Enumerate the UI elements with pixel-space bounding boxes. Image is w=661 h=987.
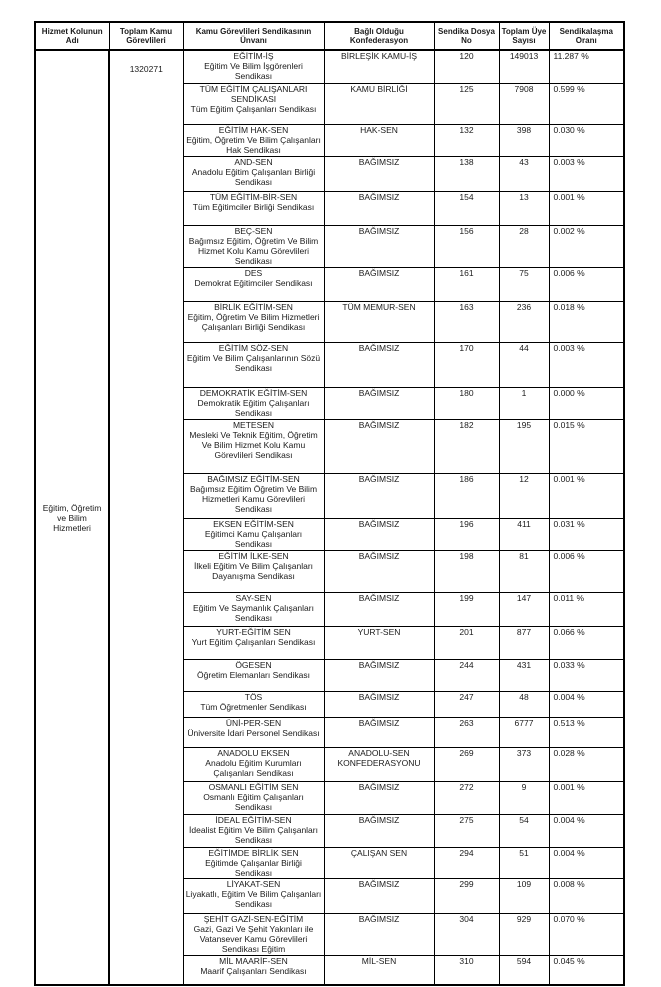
file-no-cell: 138 [434, 156, 499, 191]
confederation-cell: KAMU BİRLİĞİ [324, 83, 434, 124]
union-name-cell [183, 191, 324, 225]
header-confederation: Bağlı Olduğu Konfederasyon [324, 22, 434, 50]
union-short-name: AND-SEN [234, 156, 273, 167]
total-officials-cell: 1320271 [109, 50, 183, 985]
union-full-name: Eğitim, Öğretim Ve Bilim Çalışanları Hak Sendikası [186, 134, 321, 155]
member-count-cell: 398 [499, 124, 549, 156]
rate-cell: 0.066 % [549, 626, 624, 659]
confederation-cell: BİRLEŞİK KAMU-İŞ [324, 50, 434, 83]
confederation-cell: ANADOLU-SEN KONFEDERASYONU [324, 747, 434, 781]
rate-cell: 0.018 % [549, 301, 624, 342]
union-full-name: Eğitim Ve Saymanlık Çalışanları Sendikası [193, 602, 314, 623]
member-count-cell: 48 [499, 691, 549, 717]
rate-cell: 0.001 % [549, 781, 624, 814]
header-row [35, 22, 624, 50]
union-full-name: Osmanlı Eğitim Çalışanları Sendikası [203, 791, 304, 812]
union-short-name: LİYAKAT-SEN [226, 878, 281, 889]
header-file-no: Sendika Dosya No [434, 22, 499, 50]
union-name-cell [183, 659, 324, 691]
union-name-cell [183, 342, 324, 387]
union-name-cell [183, 955, 324, 985]
union-name-cell [183, 847, 324, 878]
rate-cell: 0.599 % [549, 83, 624, 124]
union-short-name: ŞEHİT GAZİ-SEN-EĞİTİM [203, 913, 304, 924]
union-short-name: TÜM EĞİTİM ÇALIŞANLARI SENDİKASI [199, 83, 308, 104]
union-name-cell [183, 550, 324, 592]
rate-cell: 0.004 % [549, 847, 624, 878]
header-member-count: Toplam Üye Sayısı [499, 22, 549, 50]
union-short-name: EĞİTİM İLKE-SEN [218, 550, 289, 561]
union-full-name: Anadolu Eğitim Kurumları Çalışanları Sendikası [205, 757, 302, 778]
confederation-cell: BAĞIMSIZ [324, 419, 434, 473]
confederation-cell: BAĞIMSIZ [324, 387, 434, 419]
file-no-cell: 304 [434, 913, 499, 955]
confederation-cell: BAĞIMSIZ [324, 225, 434, 267]
union-full-name: Öğretim Elemanları Sendikası [197, 669, 310, 680]
file-no-cell: 269 [434, 747, 499, 781]
confederation-cell: BAĞIMSIZ [324, 191, 434, 225]
union-name-cell [183, 747, 324, 781]
member-count-cell: 411 [499, 518, 549, 550]
rate-cell: 11.287 % [549, 50, 624, 83]
union-full-name: Gazi, Gazi Ve Şehit Yakınları ile Vatansever Kamu Görevlileri Sendikası Eğitim [193, 923, 314, 954]
rate-cell: 0.004 % [549, 814, 624, 847]
file-no-cell: 201 [434, 626, 499, 659]
union-name-cell [183, 50, 324, 83]
member-count-cell: 195 [499, 419, 549, 473]
union-short-name: ANADOLU EKSEN [217, 747, 290, 758]
union-full-name: Maarif Çalışanları Sendikası [200, 965, 307, 976]
rate-cell: 0.513 % [549, 717, 624, 747]
union-name-cell [183, 124, 324, 156]
union-name-cell [183, 518, 324, 550]
member-count-cell: 28 [499, 225, 549, 267]
confederation-cell: BAĞIMSIZ [324, 717, 434, 747]
union-full-name: Tüm Eğitimciler Birliği Sendikası [192, 201, 315, 212]
file-no-cell: 120 [434, 50, 499, 83]
file-no-cell: 247 [434, 691, 499, 717]
rate-cell: 0.028 % [549, 747, 624, 781]
confederation-cell: BAĞIMSIZ [324, 659, 434, 691]
confederation-cell: BAĞIMSIZ [324, 473, 434, 518]
rate-cell: 0.002 % [549, 225, 624, 267]
file-no-cell: 263 [434, 717, 499, 747]
member-count-cell: 109 [499, 878, 549, 913]
union-name-cell [183, 419, 324, 473]
rate-cell: 0.070 % [549, 913, 624, 955]
member-count-cell: 431 [499, 659, 549, 691]
union-name-cell [183, 592, 324, 626]
file-no-cell: 186 [434, 473, 499, 518]
confederation-cell: BAĞIMSIZ [324, 878, 434, 913]
union-short-name: BAĞIMSIZ EĞİTİM-SEN [207, 473, 300, 484]
union-short-name: OSMANLI EĞİTİM SEN [208, 781, 299, 792]
union-name-cell [183, 267, 324, 301]
file-no-cell: 198 [434, 550, 499, 592]
member-count-cell: 877 [499, 626, 549, 659]
union-short-name: TÖS [244, 691, 263, 702]
union-short-name: ÜNİ-PER-SEN [225, 717, 282, 728]
union-name-cell [183, 626, 324, 659]
confederation-cell: BAĞIMSIZ [324, 592, 434, 626]
union-short-name: METESEN [232, 419, 275, 430]
header-unionization-rate: Sendikalaşma Oranı [549, 22, 624, 50]
header-service-branch: Hizmet Kolunun Adı [35, 22, 109, 50]
member-count-cell: 929 [499, 913, 549, 955]
member-count-cell: 149013 [499, 50, 549, 83]
union-short-name: EĞİTİMDE BİRLİK SEN [208, 847, 299, 858]
union-name-cell [183, 83, 324, 124]
file-no-cell: 244 [434, 659, 499, 691]
header-union-title: Kamu Görevlileri Sendikasının Ünvanı [183, 22, 324, 50]
union-full-name: Demokrat Eğitimciler Sendikası [194, 277, 313, 288]
union-short-name: EĞİTİM HAK-SEN [218, 124, 289, 135]
member-count-cell: 12 [499, 473, 549, 518]
union-short-name: BİRLİK EĞİTİM-SEN [214, 301, 293, 312]
confederation-cell: YURT-SEN [324, 626, 434, 659]
file-no-cell: 163 [434, 301, 499, 342]
file-no-cell: 154 [434, 191, 499, 225]
member-count-cell: 1 [499, 387, 549, 419]
union-full-name: Eğitimci Kamu Çalışanları Sendikası [204, 528, 303, 549]
union-name-cell [183, 913, 324, 955]
member-count-cell: 43 [499, 156, 549, 191]
union-name-cell [183, 781, 324, 814]
file-no-cell: 156 [434, 225, 499, 267]
unions-table [34, 21, 625, 986]
confederation-cell: BAĞIMSIZ [324, 156, 434, 191]
confederation-cell: TÜM MEMUR-SEN [324, 301, 434, 342]
union-short-name: BEÇ-SEN [234, 225, 273, 236]
union-full-name: Demokratik Eğitim Çalışanları Sendikası [197, 397, 310, 418]
rate-cell: 0.004 % [549, 691, 624, 717]
union-name-cell [183, 473, 324, 518]
member-count-cell: 54 [499, 814, 549, 847]
union-full-name: Liyakatlı, Eğitim Ve Bilim Çalışanları Sendikası [185, 888, 322, 909]
union-full-name: Üniversite İdari Personel Sendikası [187, 727, 320, 738]
union-full-name: Eğitim Ve Bilim Çalışanlarının Sözü Sendikası [186, 352, 321, 373]
file-no-cell: 275 [434, 814, 499, 847]
confederation-cell: BAĞIMSIZ [324, 342, 434, 387]
union-name-cell [183, 691, 324, 717]
union-full-name: Eğitim, Öğretim Ve Bilim Hizmetleri Çalışanları Birliği Sendikası [187, 311, 320, 332]
union-full-name: Bağımsız Eğitim, Öğretim Ve Bilim Hizmet Kolu Kamu Görevlileri Sendikası [188, 235, 319, 266]
member-count-cell: 594 [499, 955, 549, 985]
file-no-cell: 125 [434, 83, 499, 124]
union-name-cell [183, 878, 324, 913]
member-count-cell: 13 [499, 191, 549, 225]
confederation-cell: BAĞIMSIZ [324, 267, 434, 301]
union-short-name: DES [244, 267, 263, 278]
rate-cell: 0.003 % [549, 342, 624, 387]
confederation-cell: BAĞIMSIZ [324, 913, 434, 955]
confederation-cell: BAĞIMSIZ [324, 691, 434, 717]
file-no-cell: 161 [434, 267, 499, 301]
file-no-cell: 180 [434, 387, 499, 419]
union-full-name: Tüm Eğitim Çalışanları Sendikası [190, 103, 317, 114]
file-no-cell: 299 [434, 878, 499, 913]
union-short-name: EĞİTİM SÖZ-SEN [218, 342, 289, 353]
union-full-name: Mesleki Ve Teknik Eğitim, Öğretim Ve Bilim Hizmet Kolu Kamu Görevlileri Sendikası [189, 429, 318, 460]
union-name-cell [183, 814, 324, 847]
file-no-cell: 272 [434, 781, 499, 814]
rate-cell: 0.008 % [549, 878, 624, 913]
rate-cell: 0.031 % [549, 518, 624, 550]
file-no-cell: 132 [434, 124, 499, 156]
member-count-cell: 51 [499, 847, 549, 878]
union-short-name: MİL MAARİF-SEN [219, 955, 288, 966]
rate-cell: 0.011 % [549, 592, 624, 626]
union-short-name: TÜM EĞİTİM-BİR-SEN [209, 191, 298, 202]
union-short-name: EKSEN EĞİTİM-SEN [213, 518, 294, 529]
confederation-cell: BAĞIMSIZ [324, 518, 434, 550]
confederation-cell: BAĞIMSIZ [324, 814, 434, 847]
union-short-name: YURT-EĞİTİM SEN [216, 626, 291, 637]
member-count-cell: 147 [499, 592, 549, 626]
member-count-cell: 6777 [499, 717, 549, 747]
file-no-cell: 182 [434, 419, 499, 473]
confederation-cell: BAĞIMSIZ [324, 550, 434, 592]
confederation-cell: MİL-SEN [324, 955, 434, 985]
union-short-name: ÖGESEN [235, 659, 272, 670]
file-no-cell: 310 [434, 955, 499, 985]
rate-cell: 0.003 % [549, 156, 624, 191]
union-short-name: DEMOKRATİK EĞİTİM-SEN [199, 387, 308, 398]
rate-cell: 0.030 % [549, 124, 624, 156]
member-count-cell: 75 [499, 267, 549, 301]
union-name-cell [183, 225, 324, 267]
rate-cell: 0.015 % [549, 419, 624, 473]
confederation-cell: ÇALIŞAN SEN [324, 847, 434, 878]
rate-cell: 0.045 % [549, 955, 624, 985]
union-full-name: Bağımsız Eğitim Öğretim Ve Bilim Hizmetleri Kamu Görevlileri Sendikası [189, 483, 318, 514]
rate-cell: 0.033 % [549, 659, 624, 691]
union-full-name: İlkeli Eğitim Ve Bilim Çalışanları Dayanışma Sendikası [193, 560, 314, 581]
member-count-cell: 81 [499, 550, 549, 592]
member-count-cell: 9 [499, 781, 549, 814]
member-count-cell: 236 [499, 301, 549, 342]
confederation-cell: HAK-SEN [324, 124, 434, 156]
union-full-name: İdealist Eğitim Ve Bilim Çalışanları Sendikası [189, 824, 318, 845]
union-full-name: Tüm Öğretmenler Sendikası [200, 701, 307, 712]
rate-cell: 0.006 % [549, 550, 624, 592]
union-name-cell [183, 717, 324, 747]
file-no-cell: 199 [434, 592, 499, 626]
member-count-cell: 7908 [499, 83, 549, 124]
table-row [35, 50, 624, 83]
union-short-name: SAY-SEN [235, 592, 272, 603]
union-full-name: Yurt Eğitim Çalışanları Sendikası [191, 636, 316, 647]
union-short-name: EĞİTİM-İŞ [233, 51, 274, 61]
file-no-cell: 196 [434, 518, 499, 550]
confederation-cell: BAĞIMSIZ [324, 781, 434, 814]
union-full-name: Anadolu Eğitim Çalışanları Birliği Sendikası [191, 166, 316, 187]
rate-cell: 0.006 % [549, 267, 624, 301]
file-no-cell: 294 [434, 847, 499, 878]
union-full-name: Eğitimde Çalışanlar Birliği Sendikası [205, 857, 302, 878]
service-branch-cell: Eğitim, Öğretim ve Bilim Hizmetleri [35, 50, 109, 985]
rate-cell: 0.000 % [549, 387, 624, 419]
union-name-cell [183, 387, 324, 419]
rate-cell: 0.001 % [549, 191, 624, 225]
file-no-cell: 170 [434, 342, 499, 387]
union-full-name: Eğitim Ve Bilim İşgörenleri Sendikası [204, 61, 303, 81]
member-count-cell: 373 [499, 747, 549, 781]
union-name-cell [183, 156, 324, 191]
union-name-cell [183, 301, 324, 342]
header-total-officials: Toplam Kamu Görevlileri [109, 22, 183, 50]
union-short-name: İDEAL EĞİTİM-SEN [215, 814, 292, 825]
member-count-cell: 44 [499, 342, 549, 387]
rate-cell: 0.001 % [549, 473, 624, 518]
